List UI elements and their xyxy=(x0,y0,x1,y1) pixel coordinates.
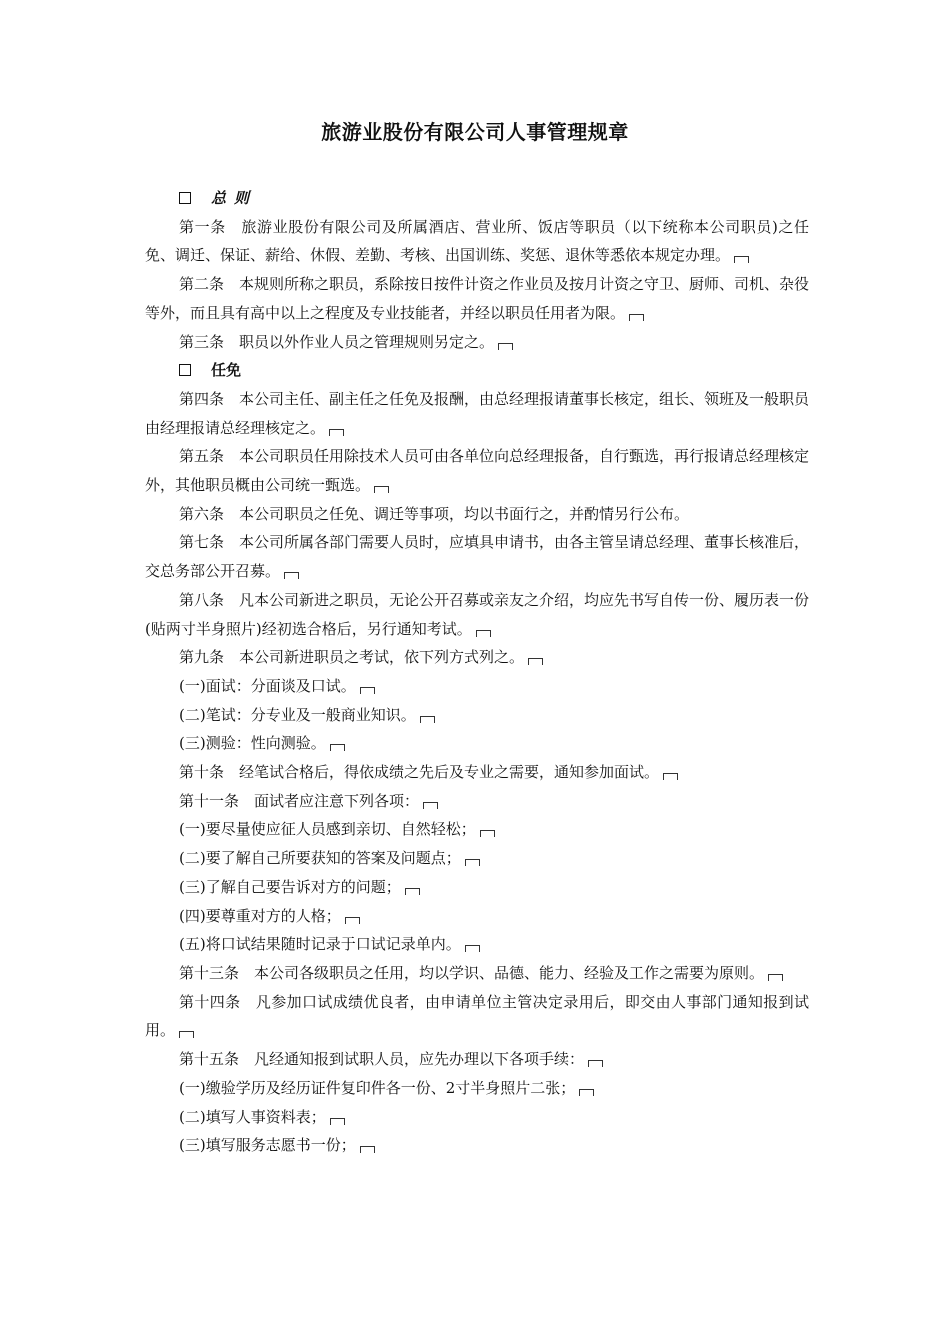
paragraph-text: 第二条 本规则所称之职员，系除按日按件计资之作业员及按月计资之守卫、厨师、司机、杂役等外，而且具有高中以上之程度及专业技能者，并经以职员任用者为限。 xyxy=(145,275,810,322)
paragraph-text: (二)笔试：分专业及一般商业知识。 xyxy=(179,705,416,724)
section-heading xyxy=(145,184,809,213)
paragraph xyxy=(145,1131,809,1160)
paragraph-mark-icon xyxy=(498,343,513,350)
section-heading-text: 任免 xyxy=(211,361,242,380)
paragraph-text: (三)了解自己要告诉对方的问题； xyxy=(179,877,401,896)
paragraph-mark-icon xyxy=(768,974,783,981)
checkbox-square-icon xyxy=(179,192,191,204)
paragraph xyxy=(145,672,809,701)
paragraph-text: 第十条 经笔试合格后，得依成绩之先后及专业之需要，通知参加面试。 xyxy=(179,763,660,782)
paragraph-text: (三)填写服务志愿书一份； xyxy=(179,1136,356,1155)
paragraph-mark-icon xyxy=(528,658,543,665)
paragraph-mark-icon xyxy=(476,630,491,637)
paragraph xyxy=(145,528,809,585)
paragraph-mark-icon xyxy=(423,802,438,809)
section-heading xyxy=(145,356,809,385)
paragraph-mark-icon xyxy=(663,773,678,780)
section-heading-text: 总则 xyxy=(211,189,258,207)
paragraph-text: 第三条 职员以外作业人员之管理规则另定之。 xyxy=(179,332,495,351)
paragraph-text: 第四条 本公司主任、副主任之任免及报酬，由总经理报请董事长核定，组长、领班及一般职员由经理报请总经理核定之。 xyxy=(145,389,810,437)
paragraph xyxy=(145,844,809,873)
paragraph-mark-icon xyxy=(629,314,644,321)
paragraph xyxy=(145,701,809,730)
paragraph xyxy=(145,1045,809,1074)
paragraph xyxy=(145,787,809,816)
paragraph-text: (一)面试：分面谈及口试。 xyxy=(179,676,356,695)
paragraph-text: 第十三条 本公司各级职员之任用，均以学识、品德、能力、经验及工作之需要为原则。 xyxy=(179,963,765,982)
paragraph-mark-icon xyxy=(579,1089,594,1096)
paragraph-mark-icon xyxy=(374,486,389,493)
paragraph xyxy=(145,988,809,1045)
paragraph xyxy=(145,930,809,959)
paragraph-mark-icon xyxy=(330,744,345,751)
paragraph-mark-icon xyxy=(734,256,749,263)
paragraph-text: 第七条 本公司所属各部门需要人员时，应填具申请书，由各主管呈请总经理、董事长核准后，交总务部公开召募。 xyxy=(145,533,810,581)
document-title: 旅游业股份有限公司人事管理规章 xyxy=(321,120,629,144)
paragraph xyxy=(145,385,809,442)
paragraph-text: (一)要尽量使应征人员感到亲切、自然轻松； xyxy=(179,820,476,839)
paragraph-text: (二)要了解自己所要获知的答案及问题点； xyxy=(179,849,461,868)
paragraph-mark-icon xyxy=(480,830,495,837)
paragraph-text: 第十一条 面试者应注意下列各项： xyxy=(179,791,420,810)
paragraph xyxy=(145,328,809,357)
paragraph xyxy=(145,729,809,758)
paragraph-mark-icon xyxy=(360,1146,375,1153)
paragraph-text: (二)填写人事资料表； xyxy=(179,1107,326,1126)
paragraph-mark-icon xyxy=(588,1060,603,1067)
paragraph-text: 第一条 旅游业股份有限公司及所属酒店、营业所、饭店等职员（以下统称本公司职员)之任免、调迁、保证、薪给、休假、差勤、考核、出国训练、奖惩、退休等悉依本规定办理。 xyxy=(145,217,809,265)
paragraph-mark-icon xyxy=(345,917,360,924)
paragraph-mark-icon xyxy=(405,888,420,895)
document-body xyxy=(145,184,809,1160)
paragraph-text: (三)测验：性向测验。 xyxy=(179,734,326,753)
paragraph xyxy=(145,959,809,988)
paragraph xyxy=(145,270,809,327)
paragraph-text: 第五条 本公司职员任用除技术人员可由各单位向总经理报备，自行甄选，再行报请总经理核定外，其他职员概由公司统一甄选。 xyxy=(145,447,810,495)
paragraph xyxy=(145,873,809,902)
paragraph-mark-icon xyxy=(179,1031,194,1038)
paragraph-mark-icon xyxy=(330,1118,345,1125)
paragraph-mark-icon xyxy=(360,687,375,694)
paragraph-mark-icon xyxy=(420,716,435,723)
paragraph-text: (四)要尊重对方的人格； xyxy=(179,906,341,925)
paragraph-mark-icon xyxy=(284,572,299,579)
paragraph-text: (一)缴验学历及经历证件复印件各一份、2寸半身照片二张； xyxy=(179,1078,576,1097)
paragraph xyxy=(145,442,809,499)
paragraph-mark-icon xyxy=(465,945,480,952)
paragraph-text: 第十四条 凡参加口试成绩优良者，由申请单位主管决定录用后，即交由人事部门通知报到试用。 xyxy=(145,992,809,1040)
paragraph xyxy=(145,500,809,529)
paragraph-mark-icon xyxy=(465,859,480,866)
checkbox-square-icon xyxy=(179,364,191,376)
paragraph xyxy=(145,1074,809,1103)
paragraph xyxy=(145,213,809,270)
paragraph-text: 第十五条 凡经通知报到试职人员，应先办理以下各项手续： xyxy=(179,1050,585,1069)
paragraph xyxy=(145,643,809,672)
paragraph-text: 第六条 本公司职员之任免、调迁等事项，均以书面行之，并酌情另行公布。 xyxy=(179,504,690,523)
paragraph xyxy=(145,902,809,931)
paragraph-mark-icon xyxy=(329,429,344,436)
paragraph xyxy=(145,586,809,643)
paragraph-text: (五)将口试结果随时记录于口试记录单内。 xyxy=(179,935,461,954)
paragraph xyxy=(145,1103,809,1132)
paragraph-text: 第九条 本公司新进职员之考试，依下列方式列之。 xyxy=(179,648,525,667)
paragraph xyxy=(145,815,809,844)
paragraph-text: 第八条 凡本公司新进之职员，无论公开召募或亲友之介绍，均应先书写自传一份、履历表一份(贴两寸半身照片)经初选合格后，另行通知考试。 xyxy=(145,590,810,638)
paragraph xyxy=(145,758,809,787)
